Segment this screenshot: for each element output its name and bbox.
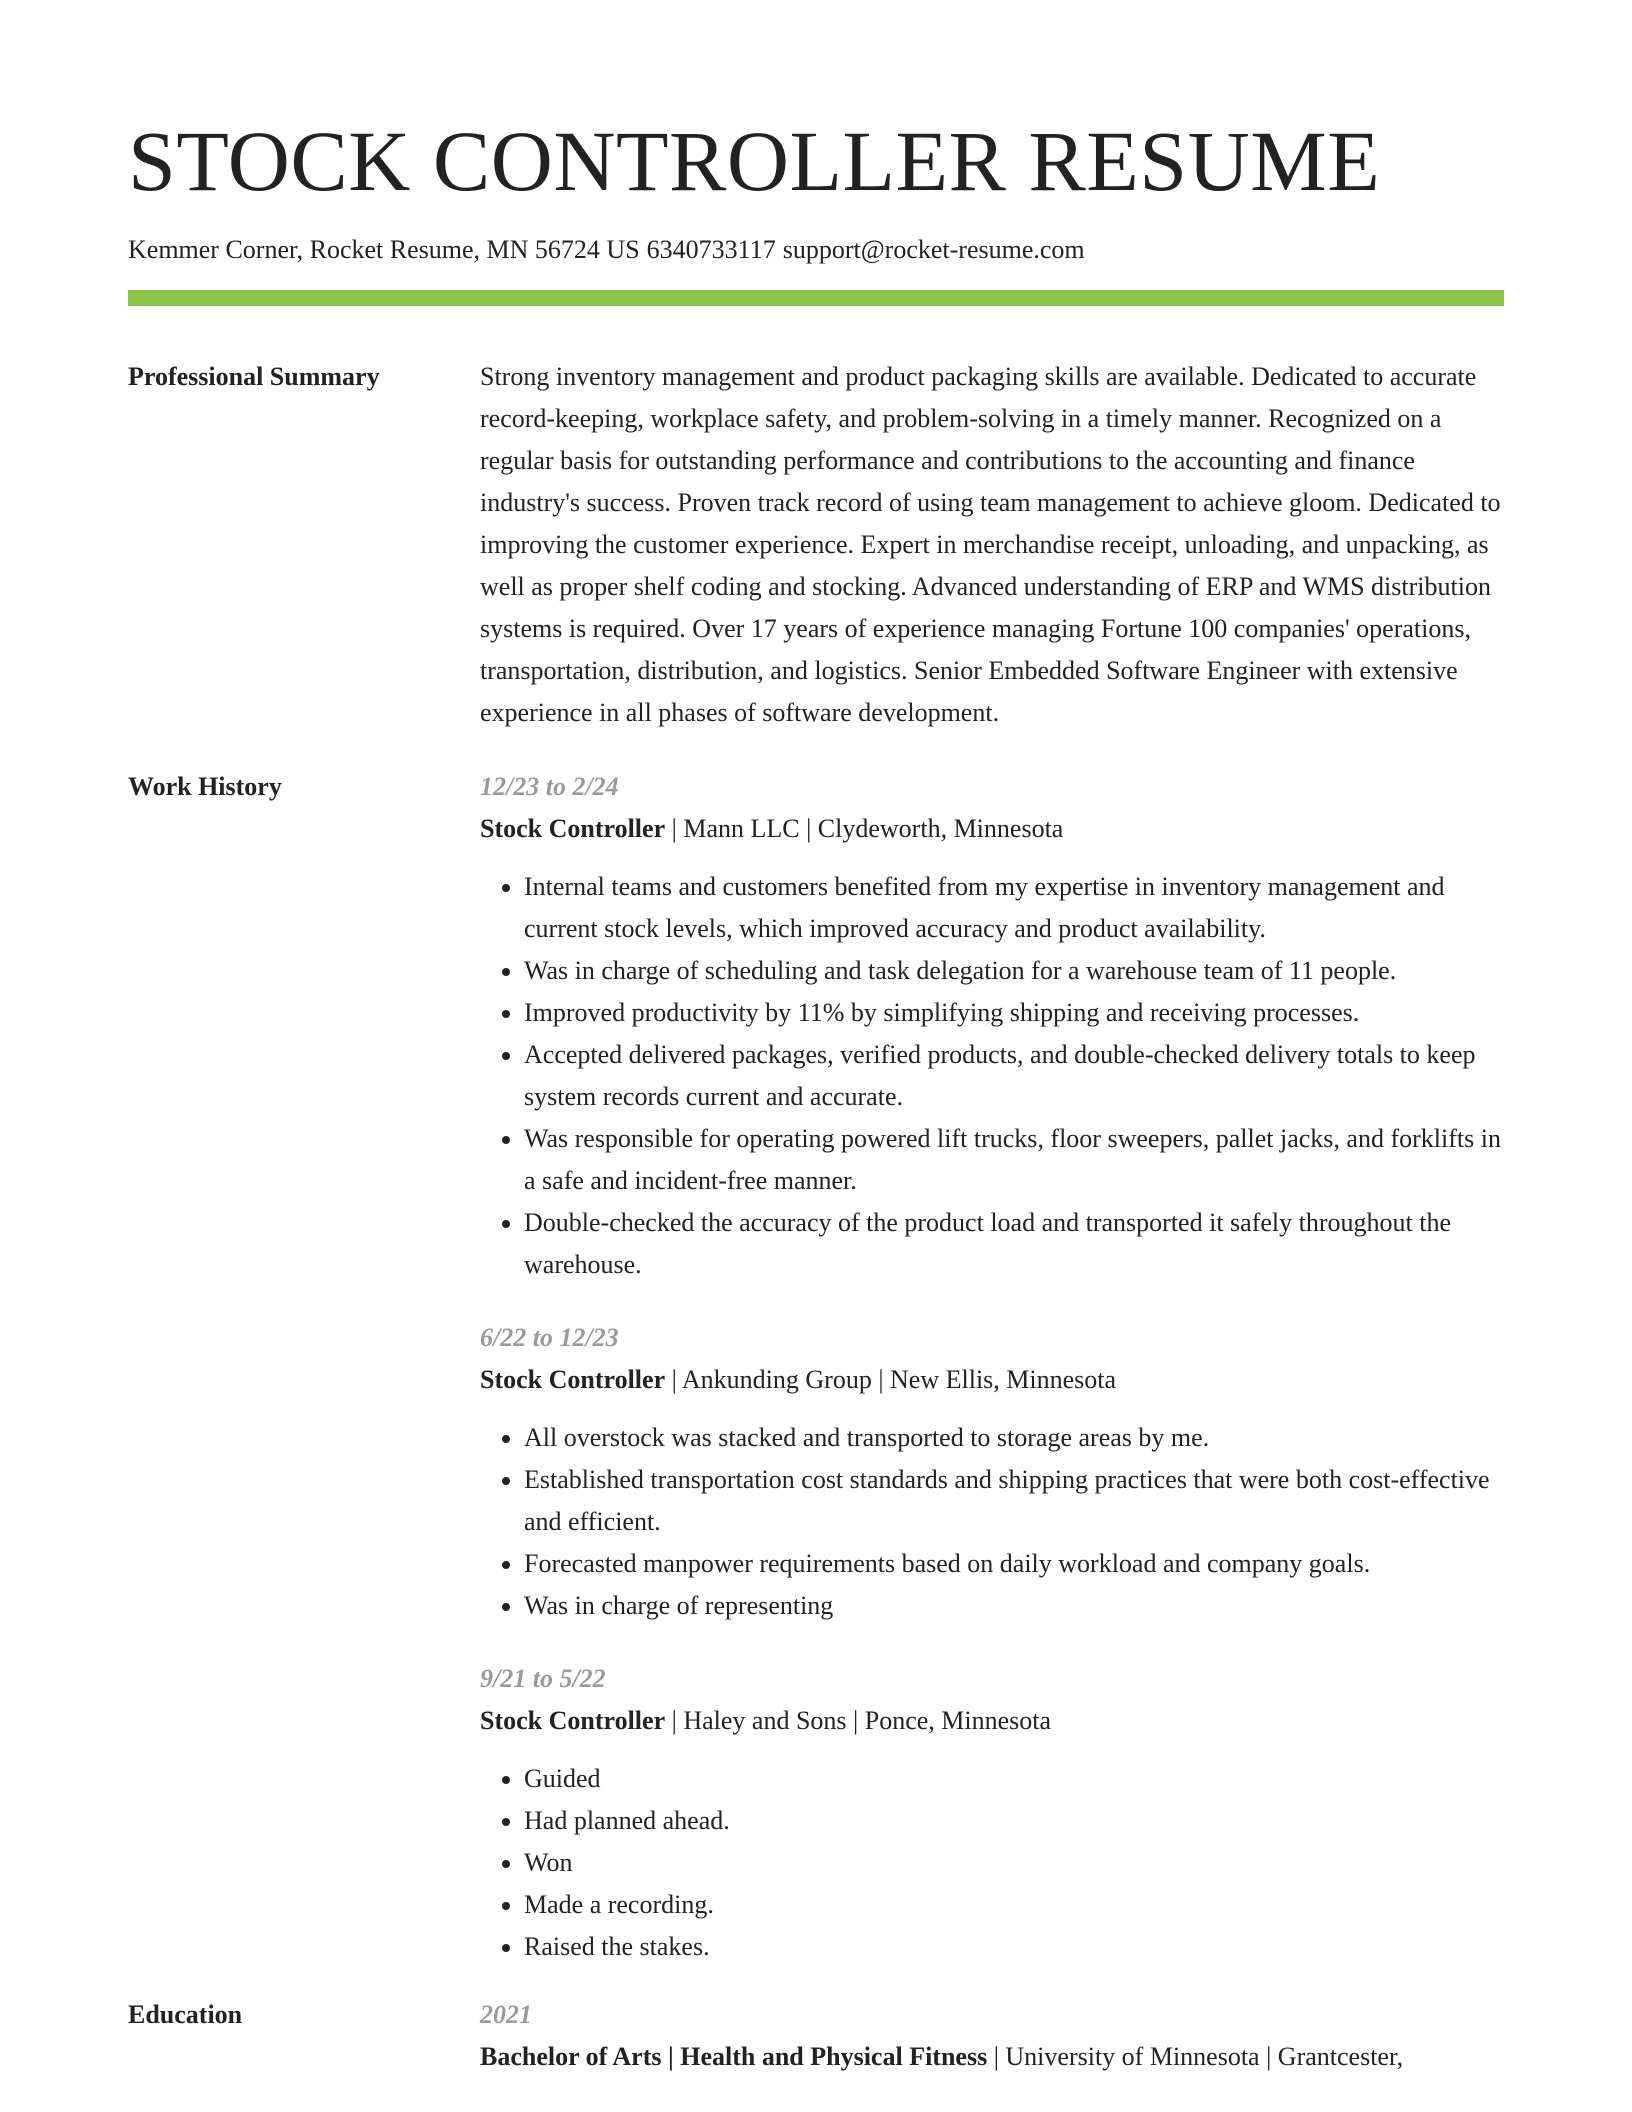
list-item: • Won (524, 1842, 1504, 1884)
job-title: Stock Controller (480, 1365, 666, 1395)
job-title: Stock Controller (480, 814, 666, 844)
education-year: 2021 (480, 2000, 532, 2030)
list-item: • Internal teams and customers benefited from my expertise in inventory management and current stock levels, which improved accuracy and product availability. (524, 866, 1504, 950)
list-item: • Forecasted manpower requirements based on daily workload and company goals. (524, 1543, 1504, 1585)
list-item: • Made a recording. (524, 1884, 1504, 1926)
list-item: • All overstock was stacked and transported to storage areas by me. (524, 1417, 1504, 1459)
list-item: • Improved productivity by 11% by simplifying shipping and receiving processes. (524, 992, 1504, 1034)
list-item: • Was responsible for operating powered lift trucks, floor sweepers, pallet jacks, and forklifts in a safe and incident-free manner. (524, 1118, 1504, 1202)
job-bullets (480, 866, 1504, 1286)
job-title-line (480, 1700, 1504, 1742)
contact-email: support@rocket-resume.com (782, 235, 1085, 264)
job-title-line (480, 808, 1504, 850)
education-details: | University of Minnesota | Grantcester, (987, 2042, 1404, 2072)
education-line (480, 2036, 1504, 2078)
job-title-line (480, 1359, 1504, 1401)
job-entry (480, 1658, 1504, 1968)
contact-address: Kemmer Corner, Rocket Resume, MN 56724 US (128, 235, 640, 264)
list-item: • Double-checked the accuracy of the product load and transported it safely throughout the warehouse. (524, 1202, 1504, 1286)
list-item: • Raised the stakes. (524, 1926, 1504, 1968)
education-body (480, 1994, 1504, 2078)
list-item: • Established transportation cost standards and shipping practices that were both cost-effective and efficient. (524, 1459, 1504, 1543)
summary-text: Strong inventory management and product packaging skills are available. Dedicated to accurate record-keeping, workplace safety, and problem-solving in a timely manner. Recognized on a regular basis for outstanding performance and contributions to the accounting and finance industry's success. Proven track record of using team management to achieve gloom. Dedicated to improving the customer experience. Expert in merchandise receipt, unloading, and unpacking, as well as proper shelf coding and stocking. Advanced understanding of ERP and WMS distribution systems is required. Over 17 years of experience managing Fortune 100 companies' operations, transportation, distribution, and logistics. Senior Embedded Software Engineer with extensive experience in all phases of software development. (480, 362, 1501, 728)
resume-title: STOCK CONTROLLER RESUME (128, 113, 1381, 209)
list-item: • Guided (524, 1758, 1504, 1800)
work-history-body (480, 766, 1504, 1968)
job-dates: 12/23 to 2/24 (480, 772, 619, 802)
contact-phone: 6340733117 (646, 235, 776, 264)
summary-section (128, 356, 1504, 734)
list-item: • Accepted delivered packages, verified products, and double-checked delivery totals to keep system records current and accurate. (524, 1034, 1504, 1118)
job-entry (480, 766, 1504, 1286)
list-item: • Was in charge of scheduling and task delegation for a warehouse team of 11 people. (524, 950, 1504, 992)
contact-line (128, 234, 1504, 265)
job-bullets (480, 1758, 1504, 1968)
job-details: | Mann LLC | Clydeworth, Minnesota (665, 814, 1064, 844)
work-history-label: Work History (128, 772, 282, 802)
job-details: | Haley and Sons | Ponce, Minnesota (665, 1706, 1052, 1736)
list-item: • Was in charge of representing (524, 1585, 1504, 1627)
job-bullets (480, 1417, 1504, 1627)
education-label: Education (128, 2000, 243, 2030)
job-dates: 9/21 to 5/22 (480, 1664, 606, 1694)
degree: Bachelor of Arts | Health and Physical Fitness (480, 2042, 988, 2072)
job-dates: 6/22 to 12/23 (480, 1323, 619, 1353)
job-title: Stock Controller (480, 1706, 666, 1736)
job-entry (480, 1317, 1504, 1627)
education-section (128, 1994, 1504, 2078)
list-item: • Had planned ahead. (524, 1800, 1504, 1842)
work-history-section (128, 766, 1504, 1968)
summary-label: Professional Summary (128, 362, 380, 392)
job-details: | Ankunding Group | New Ellis, Minnesota (665, 1365, 1117, 1395)
header-divider (128, 290, 1504, 306)
